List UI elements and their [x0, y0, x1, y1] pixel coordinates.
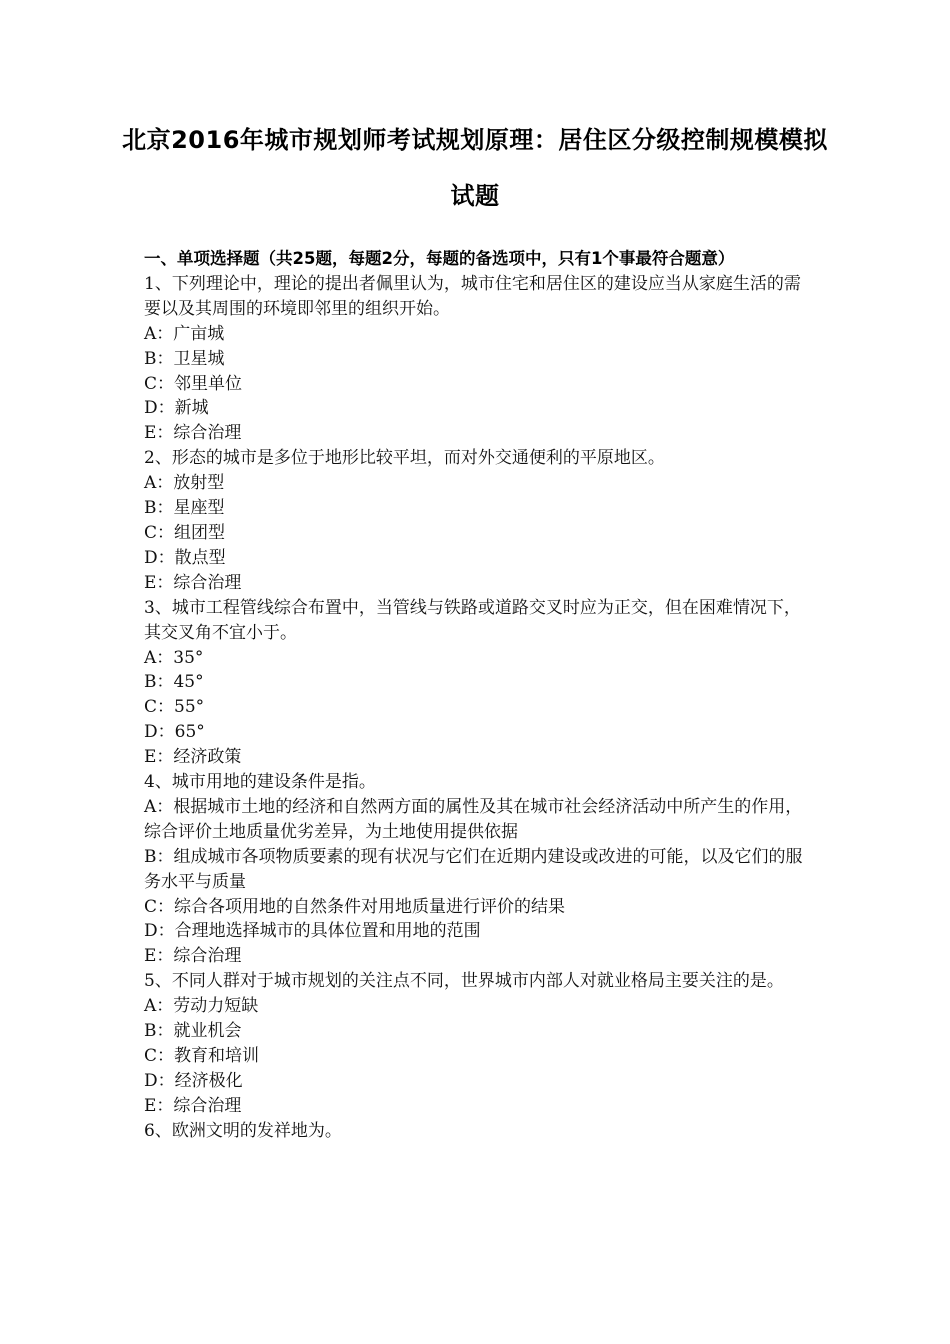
option-b: B：就业机会 [144, 1021, 242, 1042]
option-d: D：65° [144, 722, 205, 743]
option-e: E：经济政策 [144, 747, 242, 768]
document-title: 北京2016年城市规划师考试规划原理：居住区分级控制规模模拟试题 [122, 126, 828, 210]
question-6 [144, 1119, 816, 1144]
option-a: A：放射型 [144, 473, 225, 494]
option-d: D：新城 [144, 398, 209, 419]
question-2 [144, 446, 816, 595]
question-5 [144, 969, 816, 1118]
option-b: B：组成城市各项物质要素的现有状况与它们在近期内建设或改进的可能，以及它们的服务水平与质量 [144, 846, 803, 892]
option-e: E：综合治理 [144, 946, 242, 967]
option-e: E：综合治理 [144, 1095, 242, 1116]
option-b: B：星座型 [144, 498, 225, 519]
question-1 [144, 272, 816, 446]
option-b: B：卫星城 [144, 348, 225, 369]
question-4 [144, 770, 816, 969]
question-3 [144, 596, 816, 770]
question-stem: 4、城市用地的建设条件是指。 [144, 772, 376, 793]
option-d: D：经济极化 [144, 1070, 243, 1091]
option-a: A：劳动力短缺 [144, 996, 259, 1017]
option-d: D：合理地选择城市的具体位置和用地的范围 [144, 921, 481, 942]
question-stem: 5、不同人群对于城市规划的关注点不同，世界城市内部人对就业格局主要关注的是。 [144, 971, 784, 992]
question-stem: 1、下列理论中，理论的提出者佩里认为，城市住宅和居住区的建设应当从家庭生活的需要以及其周围的环境即邻里的组织开始。 [144, 273, 801, 319]
option-a: A：35° [144, 647, 204, 668]
option-c: C：教育和培训 [144, 1046, 260, 1066]
option-e: E：综合治理 [144, 423, 242, 444]
option-b: B：45° [144, 672, 204, 693]
option-c: C：邻里单位 [144, 373, 243, 394]
option-e: E：综合治理 [144, 572, 242, 593]
question-stem: 3、城市工程管线综合布置中，当管线与铁路或道路交叉时应为正交，但在困难情况下，其交叉角不宜小于。 [144, 597, 801, 643]
document-body [144, 247, 816, 1144]
question-stem: 2、形态的城市是多位于地形比较平坦，而对外交通便利的平原地区。 [144, 448, 665, 469]
option-c: C：组团型 [144, 522, 226, 543]
option-d: D：散点型 [144, 547, 226, 568]
section-heading: 一、单项选择题（共25题，每题2分，每题的备选项中，只有1个事最符合题意） [144, 249, 735, 268]
option-a: A：广亩城 [144, 323, 225, 344]
option-a: A：根据城市土地的经济和自然两方面的属性及其在城市社会经济活动中所产生的作用，综合评价土地质量优劣差异，为土地使用提供依据 [144, 796, 803, 842]
option-c: C：55° [144, 697, 205, 718]
option-c: C：综合各项用地的自然条件对用地质量进行评价的结果 [144, 896, 566, 917]
question-stem: 6、欧洲文明的发祥地为。 [144, 1120, 342, 1141]
